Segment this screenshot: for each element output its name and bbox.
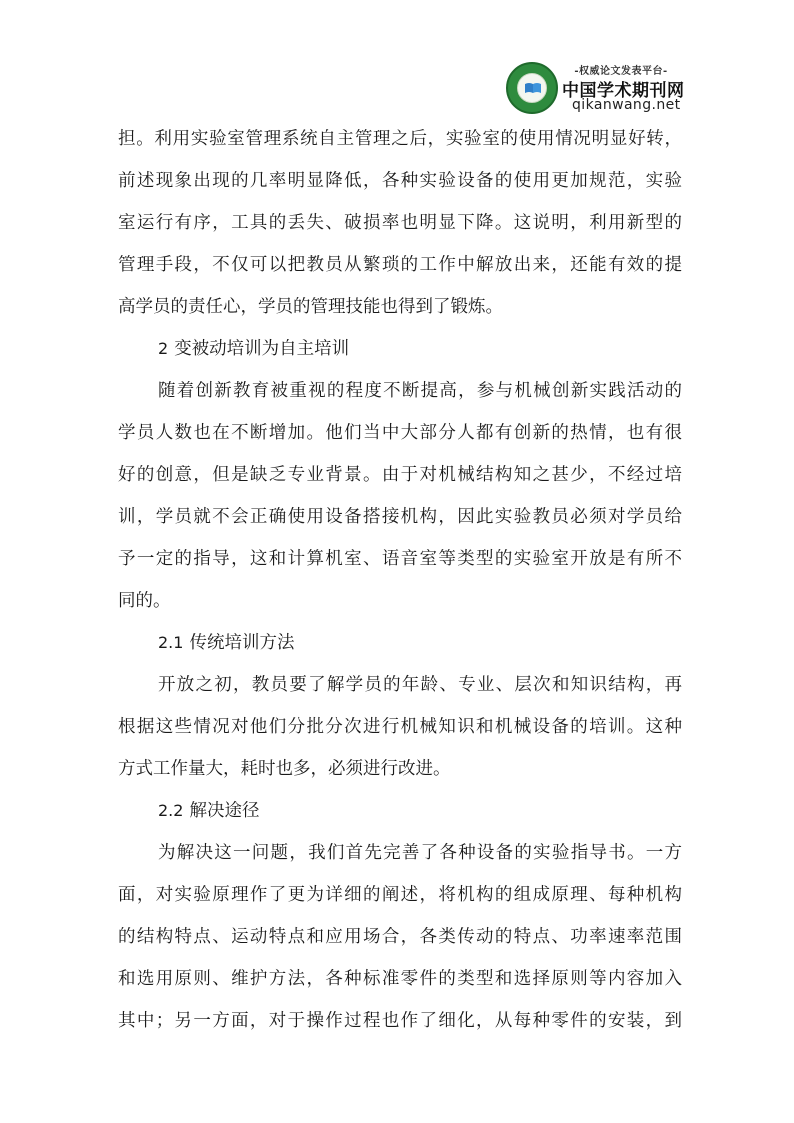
text-line: 训，学员就不会正确使用设备搭接机构，因此实验教员必须对学员给 bbox=[118, 507, 682, 527]
text-line: 根据这些情况对他们分批分次进行机械知识和机械设备的培训。这种 bbox=[118, 717, 682, 737]
watermark-logo bbox=[506, 60, 686, 118]
watermark-tagline: -权威论文发表平台- bbox=[574, 66, 668, 77]
text-line: 为解决这一问题，我们首先完善了各种设备的实验指导书。一方 bbox=[158, 843, 682, 863]
text-line: 其中；另一方面，对于操作过程也作了细化，从每种零件的安装，到 bbox=[118, 1011, 682, 1031]
text-line: 管理手段，不仅可以把教员从繁琐的工作中解放出来，还能有效的提 bbox=[118, 255, 682, 275]
text-line: 高学员的责任心，学员的管理技能也得到了锻炼。 bbox=[118, 297, 503, 317]
section-heading-2 bbox=[118, 328, 682, 370]
section-title: 解决途径 bbox=[189, 801, 260, 821]
section-heading-2-1 bbox=[118, 622, 682, 664]
text-line: 开放之初，教员要了解学员的年龄、专业、层次和知识结构，再 bbox=[158, 675, 682, 695]
paragraph-2 bbox=[118, 370, 682, 622]
paragraph-3 bbox=[118, 664, 682, 790]
book-icon bbox=[524, 82, 542, 94]
text-line: 同的。 bbox=[118, 591, 171, 611]
text-line: 随着创新教育被重视的程度不断提高，参与机械创新实践活动的 bbox=[158, 381, 682, 401]
paragraph-4 bbox=[118, 832, 682, 1042]
text-line: 的结构特点、运动特点和应用场合，各类传动的特点、功率速率范围 bbox=[118, 927, 682, 947]
section-title: 变被动培训为自主培训 bbox=[174, 339, 350, 359]
section-number: 2.1 bbox=[158, 633, 184, 652]
text-line: 担。利用实验室管理系统自主管理之后，实验室的使用情况明显好转， bbox=[118, 129, 682, 149]
text-line: 前述现象出现的几率明显降低，各种实验设备的使用更加规范，实验 bbox=[118, 171, 682, 191]
text-line: 室运行有序，工具的丢失、破损率也明显下降。这说明，利用新型的 bbox=[118, 213, 682, 233]
document-body bbox=[118, 118, 682, 1042]
watermark-site-name: 中国学术期刊网 bbox=[562, 81, 685, 101]
text-line: 面，对实验原理作了更为详细的阐述，将机构的组成原理、每种机构 bbox=[118, 885, 682, 905]
text-line: 好的创意，但是缺乏专业背景。由于对机械结构知之甚少，不经过培 bbox=[118, 465, 682, 485]
section-title: 传统培训方法 bbox=[189, 633, 295, 653]
paragraph-1 bbox=[118, 118, 682, 328]
section-number: 2 bbox=[158, 339, 169, 358]
section-heading-2-2 bbox=[118, 790, 682, 832]
section-number: 2.2 bbox=[158, 801, 184, 820]
text-line: 方式工作量大，耗时也多，必须进行改进。 bbox=[118, 759, 451, 779]
seal-icon bbox=[506, 62, 558, 114]
text-line: 予一定的指导，这和计算机室、语音室等类型的实验室开放是有所不 bbox=[118, 549, 682, 569]
text-line: 和选用原则、维护方法，各种标准零件的类型和选择原则等内容加入 bbox=[118, 969, 682, 989]
watermark-url: qikanwang.net bbox=[572, 97, 681, 113]
text-line: 学员人数也在不断增加。他们当中大部分人都有创新的热情，也有很 bbox=[118, 423, 682, 443]
